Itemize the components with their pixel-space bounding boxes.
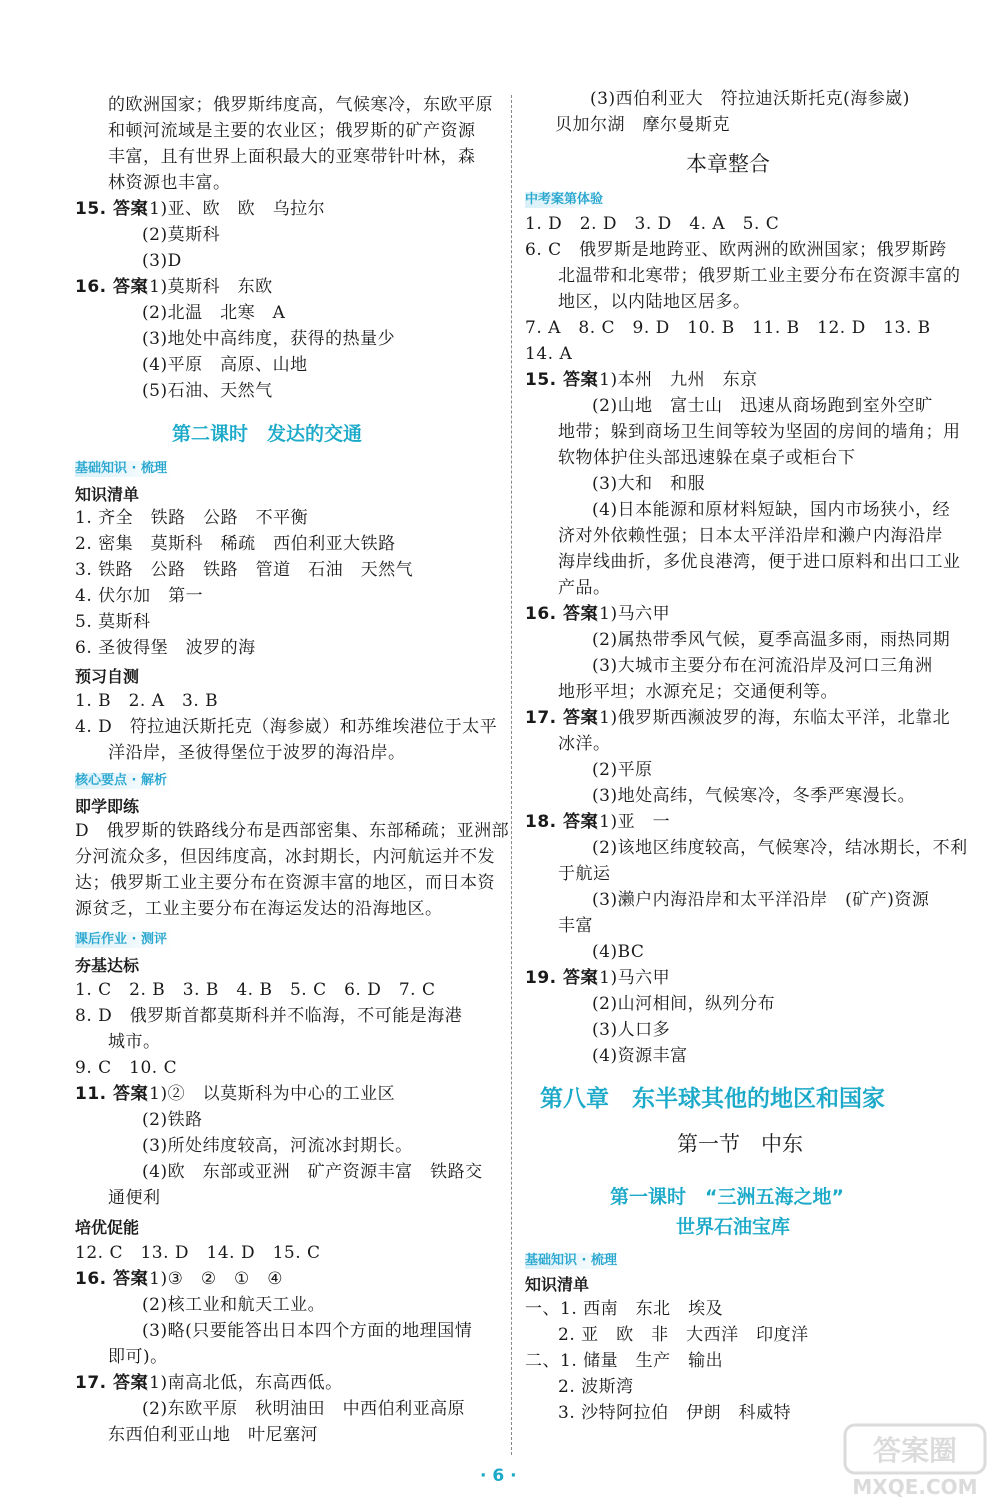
text-line: 5. 莫斯科: [75, 612, 151, 632]
section-bar: 核心要点 · 解析: [75, 773, 175, 789]
text-line: 分河流众多，但因纬度高，冰封期长，内河航运并不发: [75, 847, 495, 867]
text-line: (1)南高北低，东高西低。: [142, 1373, 343, 1393]
text-line: (3)地处中高纬度，获得的热量少: [142, 329, 396, 349]
subheading: 即学即练: [75, 797, 140, 816]
text-line: 4. 伏尔加 第一: [75, 586, 204, 606]
text-line: 7. A 8. C 9. D 10. B 11. B 12. D 13. B: [525, 318, 931, 338]
text-line: (2)北温 北寒 A: [142, 303, 286, 323]
text-line: (4)BC: [592, 942, 645, 962]
text-line: (1)亚 一: [592, 812, 671, 832]
text-line: (5)石油、天然气: [142, 381, 273, 401]
chapter-summary-title: 本章整合: [686, 152, 770, 176]
text-line: 一、1. 西南 东北 埃及: [525, 1299, 724, 1319]
answer-label: 16. 答案: [75, 277, 149, 297]
svg-text:MXQE.COM: MXQE.COM: [852, 1475, 978, 1499]
answer-label: 15. 答案: [75, 199, 149, 219]
text-line: (2)东欧平原 秋明油田 中西伯利亚高原: [142, 1399, 466, 1419]
text-line: 达；俄罗斯工业主要分布在资源丰富的地区，而日本资: [75, 873, 495, 893]
text-line: (2)平原: [592, 760, 653, 780]
lesson-title: 第二课时 发达的交通: [172, 423, 363, 445]
text-line: 济对外依赖性强；日本太平洋沿岸和濑户内海沿岸: [558, 526, 943, 546]
text-line: 4. D 符拉迪沃斯托克（海参崴）和苏维埃港位于太平: [75, 717, 498, 737]
text-line: (1)② 以莫斯科为中心的工业区: [142, 1084, 396, 1104]
text-line: 贝加尔湖 摩尔曼斯克: [555, 115, 730, 135]
section-title: 第一节 中东: [677, 1132, 803, 1156]
text-line: 2. 波斯湾: [558, 1377, 634, 1397]
text-line: 东西伯利亚山地 叶尼塞河: [108, 1425, 318, 1445]
text-line: 北温带和北寒带；俄罗斯工业主要分布在资源丰富的: [558, 266, 961, 286]
text-line: 即可)。: [108, 1347, 168, 1367]
text-line: D 俄罗斯的铁路线分布是西部密集、东部稀疏；亚洲部: [75, 821, 510, 841]
text-line: 2. 亚 欧 非 大西洋 印度洋: [558, 1325, 809, 1345]
text-line: 14. A: [525, 344, 573, 364]
text-line: 3. 铁路 公路 铁路 管道 石油 天然气: [75, 560, 414, 580]
section-bar: 中考案第体验: [525, 192, 611, 208]
text-line: 9. C 10. C: [75, 1058, 178, 1078]
answer-label: 16. 答案: [75, 1269, 149, 1289]
text-line: 通便利: [108, 1188, 161, 1208]
text-line: 1. 齐全 铁路 公路 不平衡: [75, 508, 309, 528]
text-line: (2)山地 富士山 迅速从商场跑到室外空旷: [592, 396, 933, 416]
text-line: (1)本州 九州 东京: [592, 370, 758, 390]
text-line: (2)该地区纬度较高，气候寒冷，结冰期长，不利: [592, 838, 968, 858]
text-line: 1. B 2. A 3. B: [75, 691, 219, 711]
text-line: 8. D 俄罗斯首都莫斯科并不临海，不可能是海港: [75, 1006, 463, 1026]
text-line: 于航运: [558, 864, 611, 884]
answer-label: 17. 答案: [525, 708, 599, 728]
subheading: 知识清单: [525, 1275, 590, 1294]
answer-label: 11. 答案: [75, 1084, 149, 1104]
text-line: 洋沿岸，圣彼得堡位于波罗的海沿岸。: [108, 743, 406, 763]
text-line: (4)平原 高原、山地: [142, 355, 308, 375]
text-line: 12. C 13. D 14. D 15. C: [75, 1243, 321, 1263]
text-line: (2)属热带季风气候，夏季高温多雨，雨热同期: [592, 630, 951, 650]
text-line: (1)俄罗斯西濒波罗的海，东临太平洋，北靠北: [592, 708, 951, 728]
text-line: 地形平坦；水源充足；交通便利等。: [558, 682, 838, 702]
text-line: (3)大和 和服: [592, 474, 706, 494]
text-line: (1)马六甲: [592, 604, 671, 624]
section-bar: 基础知识 · 梳理: [525, 1253, 625, 1269]
text-line: 城市。: [108, 1032, 161, 1052]
subheading: 预习自测: [75, 667, 140, 686]
text-line: (2)莫斯科: [142, 225, 221, 245]
text-line: (2)山河相间，纵列分布: [592, 994, 776, 1014]
text-line: 1. C 2. B 3. B 4. B 5. C 6. D 7. C: [75, 980, 436, 1000]
lesson-subtitle: 世界石油宝库: [676, 1216, 791, 1238]
text-line: 冰洋。: [558, 734, 611, 754]
text-line: (1)马六甲: [592, 968, 671, 988]
text-line: 产品。: [558, 578, 611, 598]
text-line: 和顿河流域是主要的农业区；俄罗斯的矿产资源: [108, 121, 476, 141]
text-line: (1)③ ② ① ④: [142, 1269, 284, 1289]
chapter-title: 第八章 东半球其他的地区和国家: [540, 1086, 885, 1112]
text-line: (3)西伯利亚大 符拉迪沃斯托克(海参崴): [590, 89, 910, 109]
answer-label: 18. 答案: [525, 812, 599, 832]
subheading: 夯基达标: [75, 956, 140, 975]
text-line: (3)人口多: [592, 1020, 671, 1040]
watermark-logo: [840, 1420, 990, 1500]
answer-label: 15. 答案: [525, 370, 599, 390]
lesson-title: 第一课时 “三洲五海之地”: [610, 1186, 844, 1208]
text-line: (4)欧 东部或亚洲 矿产资源丰富 铁路交: [142, 1162, 483, 1182]
text-line: 地带；躲到商场卫生间等较为坚固的房间的墙角；用: [558, 422, 961, 442]
text-line: 3. 沙特阿拉伯 伊朗 科威特: [558, 1403, 792, 1423]
answer-label: 17. 答案: [75, 1373, 149, 1393]
text-line: 地区，以内陆地区居多。: [558, 292, 751, 312]
section-bar: 课后作业 · 测评: [75, 932, 175, 948]
text-line: 二、1. 储量 生产 输出: [525, 1351, 724, 1371]
page-number: · 6 ·: [480, 1466, 517, 1486]
text-line: 6. 圣彼得堡 波罗的海: [75, 638, 256, 658]
text-line: 丰富，且有世界上面积最大的亚寒带针叶林，森: [108, 147, 476, 167]
subheading: 培优促能: [75, 1218, 140, 1237]
answer-label: 19. 答案: [525, 968, 599, 988]
text-line: 海岸线曲折，多优良港湾，便于进口原料和出口工业: [558, 552, 961, 572]
text-line: (3)大城市主要分布在河流沿岸及河口三角洲: [592, 656, 933, 676]
text-line: (2)铁路: [142, 1110, 203, 1130]
text-line: 的欧洲国家；俄罗斯纬度高，气候寒冷，东欧平原: [108, 95, 493, 115]
subheading: 知识清单: [75, 485, 140, 504]
text-line: (1)莫斯科 东欧: [142, 277, 273, 297]
column-divider: [511, 95, 512, 1455]
text-line: (2)核工业和航天工业。: [142, 1295, 326, 1315]
answer-label: 16. 答案: [525, 604, 599, 624]
text-line: (4)日本能源和原材料短缺，国内市场狭小，经: [592, 500, 951, 520]
text-line: 2. 密集 莫斯科 稀疏 西伯利亚大铁路: [75, 534, 396, 554]
svg-text:答案圈: 答案圈: [872, 1434, 958, 1467]
text-line: (1)亚、欧 欧 乌拉尔: [142, 199, 326, 219]
section-bar: 基础知识 · 梳理: [75, 461, 175, 477]
text-line: 丰富: [558, 916, 593, 936]
text-line: 软物体护住头部迅速躲在桌子或柜台下: [558, 448, 856, 468]
text-line: 源贫乏，工业主要分布在海运发达的沿海地区。: [75, 899, 443, 919]
text-line: 6. C 俄罗斯是地跨亚、欧两洲的欧洲国家；俄罗斯跨: [525, 240, 947, 260]
text-line: (3)濑户内海沿岸和太平洋沿岸 (矿产)资源: [592, 890, 930, 910]
text-line: (4)资源丰富: [592, 1046, 688, 1066]
text-line: (3)D: [142, 251, 182, 271]
text-line: (3)所处纬度较高，河流冰封期长。: [142, 1136, 413, 1156]
text-line: 1. D 2. D 3. D 4. A 5. C: [525, 214, 780, 234]
text-line: (3)略(只要能答出日本四个方面的地理国情: [142, 1321, 473, 1341]
text-line: (3)地处高纬，气候寒冷，冬季严寒漫长。: [592, 786, 916, 806]
text-line: 林资源也丰富。: [108, 173, 231, 193]
